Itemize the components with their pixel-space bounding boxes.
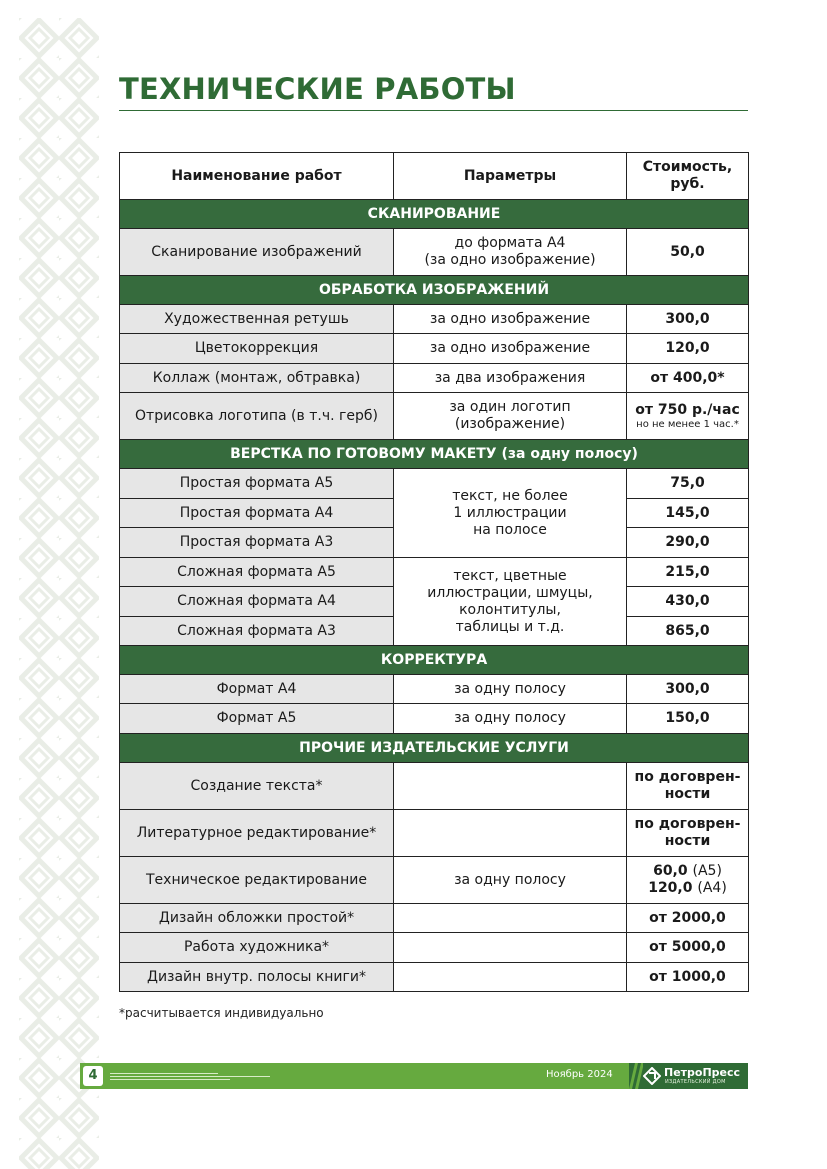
footer-decor-line xyxy=(110,1076,270,1077)
service-name: Коллаж (монтаж, обтравка) xyxy=(120,364,394,393)
price-note: но не менее 1 час.* xyxy=(636,418,739,430)
price-line: ности xyxy=(664,786,711,802)
param-line: таблицы и т.д. xyxy=(455,618,565,635)
service-name: Дизайн обложки простой* xyxy=(120,904,394,933)
table-row xyxy=(120,558,749,587)
service-name: Создание текста* xyxy=(120,763,394,810)
service-price: 430,0 xyxy=(627,587,749,617)
footnote: *расчитывается индивидуально xyxy=(119,1006,324,1020)
service-name: Художественная ретушь xyxy=(120,305,394,334)
param-line: до формата А4 xyxy=(454,235,566,251)
service-params xyxy=(394,393,627,440)
section-title: ОБРАБОТКА ИЗОБРАЖЕНИЙ xyxy=(120,276,749,305)
column-header-name: Наименование работ xyxy=(120,153,394,200)
param-line: (за одно изображение) xyxy=(424,252,596,268)
section-row-proof xyxy=(120,646,749,675)
service-price: 300,0 xyxy=(627,305,749,334)
service-price: 145,0 xyxy=(627,499,749,528)
price-line: ности xyxy=(664,833,711,849)
service-params xyxy=(394,229,627,276)
logo-stripes xyxy=(629,1063,643,1089)
page-title: ТЕХНИЧЕСКИЕ РАБОТЫ xyxy=(119,72,516,106)
service-name: Простая формата А3 xyxy=(120,528,394,558)
section-title: ВЕРСТКА ПО ГОТОВОМУ МАКЕТУ (за одну полосу) xyxy=(120,440,749,469)
service-price: от 2000,0 xyxy=(627,904,749,933)
param-line: текст, не более xyxy=(452,487,568,504)
table-row xyxy=(120,334,749,364)
table-header-row xyxy=(120,153,749,200)
param-line: иллюстрации, шмуцы, xyxy=(427,584,593,601)
table-row xyxy=(120,763,749,810)
footer-decor-line xyxy=(110,1073,218,1074)
service-name: Отрисовка логотипа (в т.ч. герб) xyxy=(120,393,394,440)
param-line: за один логотип xyxy=(449,399,571,415)
section-row-other xyxy=(120,734,749,763)
service-price xyxy=(627,763,749,810)
table-row xyxy=(120,364,749,393)
service-price: 50,0 xyxy=(627,229,749,276)
service-name: Формат А4 xyxy=(120,675,394,704)
table-row xyxy=(120,904,749,933)
service-price: от 1000,0 xyxy=(627,963,749,992)
section-title: КОРРЕКТУРА xyxy=(120,646,749,675)
service-params: за одну полосу xyxy=(394,857,627,904)
service-name: Простая формата А4 xyxy=(120,499,394,528)
service-params xyxy=(394,469,627,558)
table-row xyxy=(120,810,749,857)
column-header-price: Стоимость, руб. xyxy=(627,153,749,200)
service-name: Работа художника* xyxy=(120,933,394,963)
publisher-logo-icon xyxy=(643,1067,661,1085)
service-name: Сложная формата А3 xyxy=(120,617,394,646)
service-price: 215,0 xyxy=(627,558,749,587)
service-params xyxy=(394,558,627,646)
service-name: Сложная формата А5 xyxy=(120,558,394,587)
table-row xyxy=(120,229,749,276)
service-price: 300,0 xyxy=(627,675,749,704)
brand-name: ПетроПресс xyxy=(664,1066,741,1079)
brand-subtitle: ИЗДАТЕЛЬСКИЙ ДОМ xyxy=(665,1079,726,1085)
price-value: от 750 р./час xyxy=(635,401,740,418)
table-row xyxy=(120,933,749,963)
service-price: 865,0 xyxy=(627,617,749,646)
price-line: по договрен- xyxy=(634,769,741,785)
param-line: колонтитулы, xyxy=(459,601,561,618)
page-number: 4 xyxy=(83,1066,103,1086)
service-params: за два изображения xyxy=(394,364,627,393)
page-footer xyxy=(80,1063,748,1089)
column-header-params: Параметры xyxy=(394,153,627,200)
service-price xyxy=(627,810,749,857)
price-value: 60,0 xyxy=(653,863,688,879)
service-name: Формат А5 xyxy=(120,704,394,734)
publisher-logo xyxy=(629,1063,748,1089)
section-title: ПРОЧИЕ ИЗДАТЕЛЬСКИЕ УСЛУГИ xyxy=(120,734,749,763)
param-line: (изображение) xyxy=(454,416,566,432)
service-name: Сложная формата А4 xyxy=(120,587,394,617)
service-params xyxy=(394,963,627,992)
table-row xyxy=(120,963,749,992)
service-price: от 400,0* xyxy=(627,364,749,393)
table-row xyxy=(120,704,749,734)
price-line xyxy=(631,863,744,880)
price-value: 120,0 xyxy=(648,880,693,896)
service-name: Дизайн внутр. полосы книги* xyxy=(120,963,394,992)
service-price: 75,0 xyxy=(627,469,749,499)
section-title: СКАНИРОВАНИЕ xyxy=(120,200,749,229)
section-row-layout xyxy=(120,440,749,469)
service-price xyxy=(627,393,749,440)
service-params: за одно изображение xyxy=(394,334,627,364)
service-price xyxy=(627,857,749,904)
service-name: Техническое редактирование xyxy=(120,857,394,904)
table-row xyxy=(120,469,749,499)
service-price: 290,0 xyxy=(627,528,749,558)
param-line: 1 иллюстрации xyxy=(453,504,567,521)
price-format: (А4) xyxy=(697,880,727,896)
service-params xyxy=(394,904,627,933)
section-row-scan xyxy=(120,200,749,229)
param-line: на полосе xyxy=(473,521,547,538)
table-row xyxy=(120,675,749,704)
service-params: за одно изображение xyxy=(394,305,627,334)
service-price: от 5000,0 xyxy=(627,933,749,963)
footer-decor-line xyxy=(110,1079,230,1080)
table-row xyxy=(120,305,749,334)
service-price: 150,0 xyxy=(627,704,749,734)
price-line xyxy=(631,880,744,897)
issue-date: Ноябрь 2024 xyxy=(546,1069,613,1080)
section-row-image xyxy=(120,276,749,305)
service-name: Сканирование изображений xyxy=(120,229,394,276)
service-price: 120,0 xyxy=(627,334,749,364)
service-params xyxy=(394,810,627,857)
decorative-side-pattern xyxy=(19,18,99,1169)
title-underline xyxy=(119,110,748,111)
service-params: за одну полосу xyxy=(394,675,627,704)
service-name: Цветокоррекция xyxy=(120,334,394,364)
table-row xyxy=(120,393,749,440)
service-params: за одну полосу xyxy=(394,704,627,734)
table-row xyxy=(120,857,749,904)
price-table xyxy=(119,152,749,992)
service-name: Литературное редактирование* xyxy=(120,810,394,857)
service-params xyxy=(394,763,627,810)
param-line: текст, цветные xyxy=(453,567,567,584)
service-name: Простая формата А5 xyxy=(120,469,394,499)
price-line: по договрен- xyxy=(634,816,741,832)
service-params xyxy=(394,933,627,963)
price-format: (А5) xyxy=(692,863,722,879)
